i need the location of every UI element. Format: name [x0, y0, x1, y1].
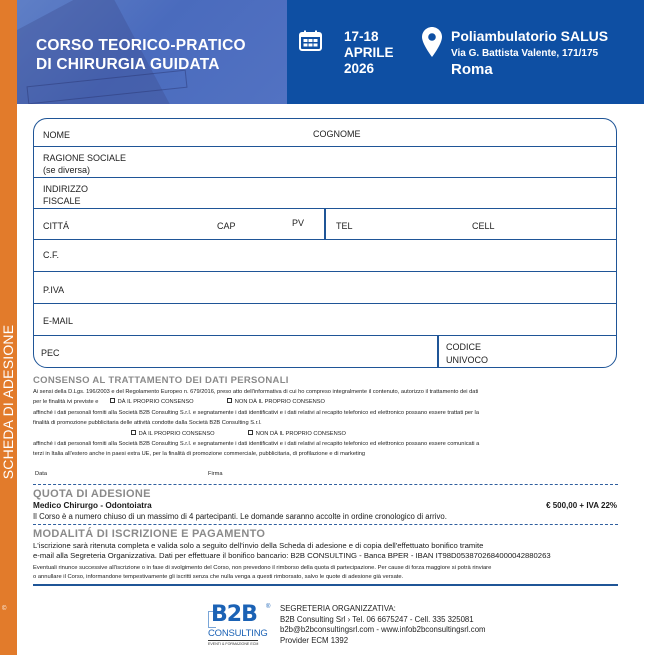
consent-title: CONSENSO AL TRATTAMENTO DEI DATI PERSONALI — [33, 375, 289, 386]
pec-label: PEC — [41, 348, 60, 358]
date-year: 2026 — [344, 61, 375, 76]
consent-no-2[interactable]: NON DÀ IL PROPRIO CONSENSO — [248, 431, 346, 437]
tel-label: TEL — [336, 221, 353, 231]
row-indirizzo-fiscale[interactable] — [34, 178, 616, 209]
logo-consulting-text: CONSULTING — [208, 628, 268, 639]
row-pec-codice[interactable] — [34, 336, 616, 368]
consent-yes-1[interactable]: DÀ IL PROPRIO CONSENSO — [110, 399, 194, 405]
divider-dashed — [33, 484, 618, 485]
row-nome-cognome[interactable] — [34, 119, 616, 147]
consent-yes-2[interactable]: DÀ IL PROPRIO CONSENSO — [131, 431, 215, 437]
logo-tagline: EVENTI & FORMAZIONE ECM — [208, 641, 259, 646]
nome-label: NOME — [43, 130, 70, 140]
cognome-label: COGNOME — [313, 129, 361, 139]
header-title-panel — [17, 0, 287, 104]
consent-text-5: terzi in Italia all'estero anche in paesi extra UE, per la finalità di promozione commerciale, pubblicitaria, di profilazione e di marketing — [33, 451, 366, 458]
fiscale-label: FISCALE — [43, 196, 81, 206]
pv-label: PV — [292, 218, 305, 228]
consent-section — [33, 375, 618, 460]
modalita-text-1: L'iscrizione sarà ritenuta completa e valida solo a seguito dell'invio della Scheda di adesione e di copia dell'effettuato bonifico tramite — [33, 541, 484, 550]
consent-options-1 — [33, 397, 618, 407]
consent-text-3: finalità di promozione pubblicitaria delle attività condotte dalla Società B2B Consulting S.r.l. — [33, 420, 262, 427]
divider — [437, 336, 439, 368]
row-email[interactable] — [34, 304, 616, 336]
location-pin-icon — [422, 27, 442, 57]
course-dates — [344, 29, 394, 77]
calendar-icon — [299, 30, 322, 51]
row-piva[interactable] — [34, 272, 616, 304]
consent-text-2: affinché i dati personali forniti alla Società B2B Consulting S.r.l. e segnatamente i dati identificativi e i dati relativi al recapito telefonico ed elettronico possano essere trattati per la — [33, 409, 479, 416]
modalita-section — [33, 528, 618, 582]
row-ragione-sociale[interactable] — [34, 147, 616, 178]
cap-label: CAP — [217, 221, 236, 231]
venue-address: Via G. Battista Valente, 171/175 — [451, 48, 599, 59]
organizer-title: SEGRETERIA ORGANIZZATIVA: — [280, 604, 396, 613]
copyright-mark: © — [2, 606, 7, 612]
organizer-phone: B2B Consulting Srl › Tel. 06 6675247 - Cell. 335 325081 — [280, 614, 474, 624]
consent-options-2 — [33, 429, 618, 439]
cell-label: CELL — [472, 221, 495, 231]
univoco-label: UNIVOCO — [446, 355, 489, 365]
course-title-line1: CORSO TEORICO-PRATICO — [36, 37, 246, 54]
organizer-contacts — [280, 604, 486, 646]
registration-form — [33, 118, 617, 368]
venue-city: Roma — [451, 61, 493, 78]
consent-no-1[interactable]: NON DÀ IL PROPRIO CONSENSO — [227, 399, 325, 405]
quota-note: Il Corso è a numero chiuso di un massimo di 4 partecipanti. Le domande saranno accolte in ordine cronologico di arrivo. — [33, 512, 447, 521]
b2b-consulting-logo — [208, 604, 274, 652]
logo-b2b-text: B2B — [211, 602, 257, 627]
sidebar-label-text: SCHEDA DI ADESIONE — [0, 324, 16, 480]
header-info-panel — [287, 0, 644, 104]
modalita-text-2: e-mail alla Segreteria Organizzativa. Dati per effettuare il bonifico bancario: B2B CONSULTING - Banca BPER - IBAN IT98D0538702684000042880263 — [33, 551, 551, 560]
data-label: Data — [35, 471, 48, 477]
quota-price: € 500,00 + IVA 22% — [546, 501, 617, 510]
provider-ecm: Provider ECM 1392 — [280, 635, 349, 645]
modalita-small-2: o annullare il Corso, informandone tempestivamente gli iscritti senza che nulla venga a questi rimborsato, salvo le quote di adesione già versate. — [33, 574, 404, 580]
modalita-small-1: Eventuali rinunce successive all'iscrizione o in fase di svolgimento del Corso, non prevedono il rimborso della quota di partecipazione. Per cause di forza maggiore si potrà rinviare — [33, 565, 492, 571]
date-month: APRILE — [344, 45, 394, 60]
course-title-line2: DI CHIRURGIA GUIDATA — [36, 56, 220, 73]
consent-text-4: affinché i dati personali forniti alla Società B2B Consulting S.r.l. e segnatamente i dati identificativi e i dati relativi al recapito telefonico ed elettronico possano essere comunicati a — [33, 441, 480, 448]
indirizzo-label: INDIRIZZO — [43, 184, 88, 194]
organizer-email-web: b2b@b2bconsultingsrl.com - www.infob2bconsultingsrl.com — [280, 625, 486, 635]
email-label: E-MAIL — [43, 316, 74, 326]
quota-title: QUOTA DI ADESIONE — [33, 488, 151, 500]
course-title — [36, 36, 246, 74]
checkbox-icon[interactable] — [248, 430, 253, 435]
consent-text-1: Ai sensi della D.Lgs. 196/2003 e del Regolamento Europeo n. 679/2016, preso atto dell'informativa di cui ho compreso integralmente il contenuto, autorizzo il trattamento dei dati — [33, 389, 479, 395]
checkbox-icon[interactable] — [131, 430, 136, 435]
piva-label: P.IVA — [43, 285, 65, 295]
divider-dashed — [33, 524, 618, 525]
cf-label: C.F. — [43, 250, 60, 260]
ragione-sociale-note: (se diversa) — [43, 165, 91, 175]
quota-category: Medico Chirurgo - Odontoiatra — [33, 501, 152, 510]
modalita-title: MODALITÁ DI ISCRIZIONE E PAGAMENTO — [33, 528, 266, 540]
divider — [324, 209, 326, 239]
codice-label: CODICE — [446, 342, 482, 352]
quota-section — [33, 488, 618, 521]
row-citta-contatti[interactable] — [34, 209, 616, 240]
checkbox-icon[interactable] — [227, 398, 232, 403]
row-cf[interactable] — [34, 240, 616, 272]
date-days: 17-18 — [344, 29, 379, 44]
footer-divider — [33, 584, 618, 586]
citta-label: CITTÁ — [43, 221, 69, 231]
firma-label: Firma — [208, 471, 223, 477]
ragione-sociale-label: RAGIONE SOCIALE — [43, 153, 127, 163]
checkbox-icon[interactable] — [110, 398, 115, 403]
logo-registered-mark: ® — [266, 604, 271, 610]
consent-prefix: per le finalità ivi previste e — [33, 399, 99, 406]
venue-name: Poliambulatorio SALUS — [451, 28, 609, 44]
